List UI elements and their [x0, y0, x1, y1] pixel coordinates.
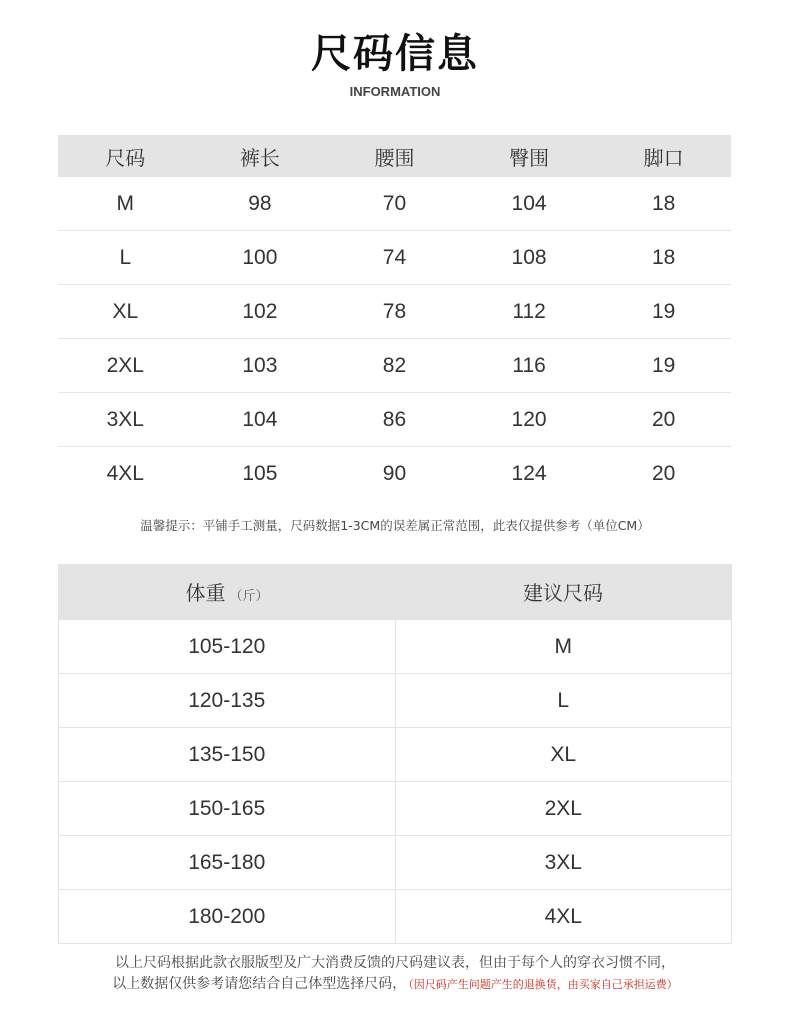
cell-hem: 19 [651, 299, 676, 323]
header-pants-length: 裤长 [239, 145, 280, 170]
cell-pants-length: 105 [242, 461, 278, 485]
cell-waist: 86 [382, 407, 407, 431]
cell-pants-length: 100 [242, 245, 278, 269]
cell-weight-range: 135-150 [59, 728, 396, 781]
footer-note-line1: 以上尺码根据此款衣服版型及广大消费反馈的尺码建议表，但由于每个人的穿衣习惯不同， [115, 955, 675, 971]
cell-hem: 20 [651, 407, 676, 431]
footer-note-text: 以上数据仅供参考请您结合自己体型选择尺码， [112, 976, 407, 992]
cell-hip: 120 [511, 407, 547, 431]
cell-recommended-size: M [554, 634, 572, 658]
cell-recommended-size: 3XL [544, 850, 582, 874]
size-chart-table [58, 135, 731, 500]
cell-hip: 104 [511, 191, 547, 215]
cell-weight-range: 165-180 [59, 836, 396, 889]
cell-pants-length: 102 [242, 299, 278, 323]
cell-size: L [119, 245, 132, 269]
table-row [58, 177, 731, 231]
size-recommendation-table [58, 564, 732, 944]
cell-recommended-size: L [557, 688, 570, 712]
cell-waist: 70 [382, 191, 407, 215]
table-row [58, 231, 731, 285]
cell-size: M [116, 191, 135, 215]
table-row [59, 889, 731, 943]
table-row [59, 727, 731, 781]
cell-hip: 116 [512, 353, 546, 377]
cell-waist: 90 [382, 461, 407, 485]
table-row [59, 619, 731, 673]
header-weight-cell [59, 577, 395, 606]
table-row [58, 447, 731, 500]
cell-size: XL [112, 299, 139, 323]
table-row [59, 835, 731, 889]
header-weight-unit: （斤） [229, 589, 269, 604]
cell-size: 4XL [106, 461, 144, 485]
header-recommended-size: 建议尺码 [523, 581, 603, 605]
table-row [58, 285, 731, 339]
size-chart-header [58, 135, 731, 177]
footer-return-policy: （因尺码产生问题产生的退换货，由买家自己承担运费） [408, 978, 678, 991]
footer-note-line2 [0, 973, 790, 993]
cell-recommended-size: XL [550, 742, 577, 766]
cell-pants-length: 98 [248, 191, 272, 215]
cell-hip: 112 [512, 299, 546, 323]
table-row [58, 393, 731, 447]
cell-hip: 124 [511, 461, 547, 485]
cell-size: 2XL [106, 353, 144, 377]
cell-recommended-size: 4XL [544, 904, 582, 928]
cell-waist: 78 [382, 299, 407, 323]
cell-hem: 20 [651, 461, 676, 485]
cell-weight-range: 180-200 [59, 890, 396, 943]
cell-pants-length: 104 [242, 407, 278, 431]
header-hem: 脚口 [643, 145, 684, 170]
recommendation-header [59, 564, 731, 619]
cell-pants-length: 103 [242, 353, 278, 377]
page-title: 尺码信息 [311, 31, 479, 77]
cell-weight-range: 120-135 [59, 674, 396, 727]
header-weight: 体重 [185, 581, 226, 605]
table-row [58, 339, 731, 393]
header-size: 尺码 [105, 145, 146, 170]
header-waist: 腰围 [374, 145, 415, 170]
cell-hip: 108 [511, 245, 547, 269]
cell-hem: 18 [651, 245, 676, 269]
cell-waist: 74 [382, 245, 407, 269]
table-row [59, 673, 731, 727]
page-subtitle: INFORMATION [349, 84, 441, 99]
cell-recommended-size: 2XL [544, 796, 582, 820]
cell-weight-range: 105-120 [59, 620, 396, 673]
cell-waist: 82 [382, 353, 407, 377]
cell-hem: 19 [651, 353, 676, 377]
cell-size: 3XL [106, 407, 144, 431]
header-hip: 臀围 [509, 145, 550, 170]
cell-hem: 18 [651, 191, 676, 215]
cell-weight-range: 150-165 [59, 782, 396, 835]
table-row [59, 781, 731, 835]
measurement-note: 温馨提示：平铺手工测量，尺码数据1-3CM的误差属正常范围，此表仅提供参考（单位CM） [140, 518, 650, 533]
